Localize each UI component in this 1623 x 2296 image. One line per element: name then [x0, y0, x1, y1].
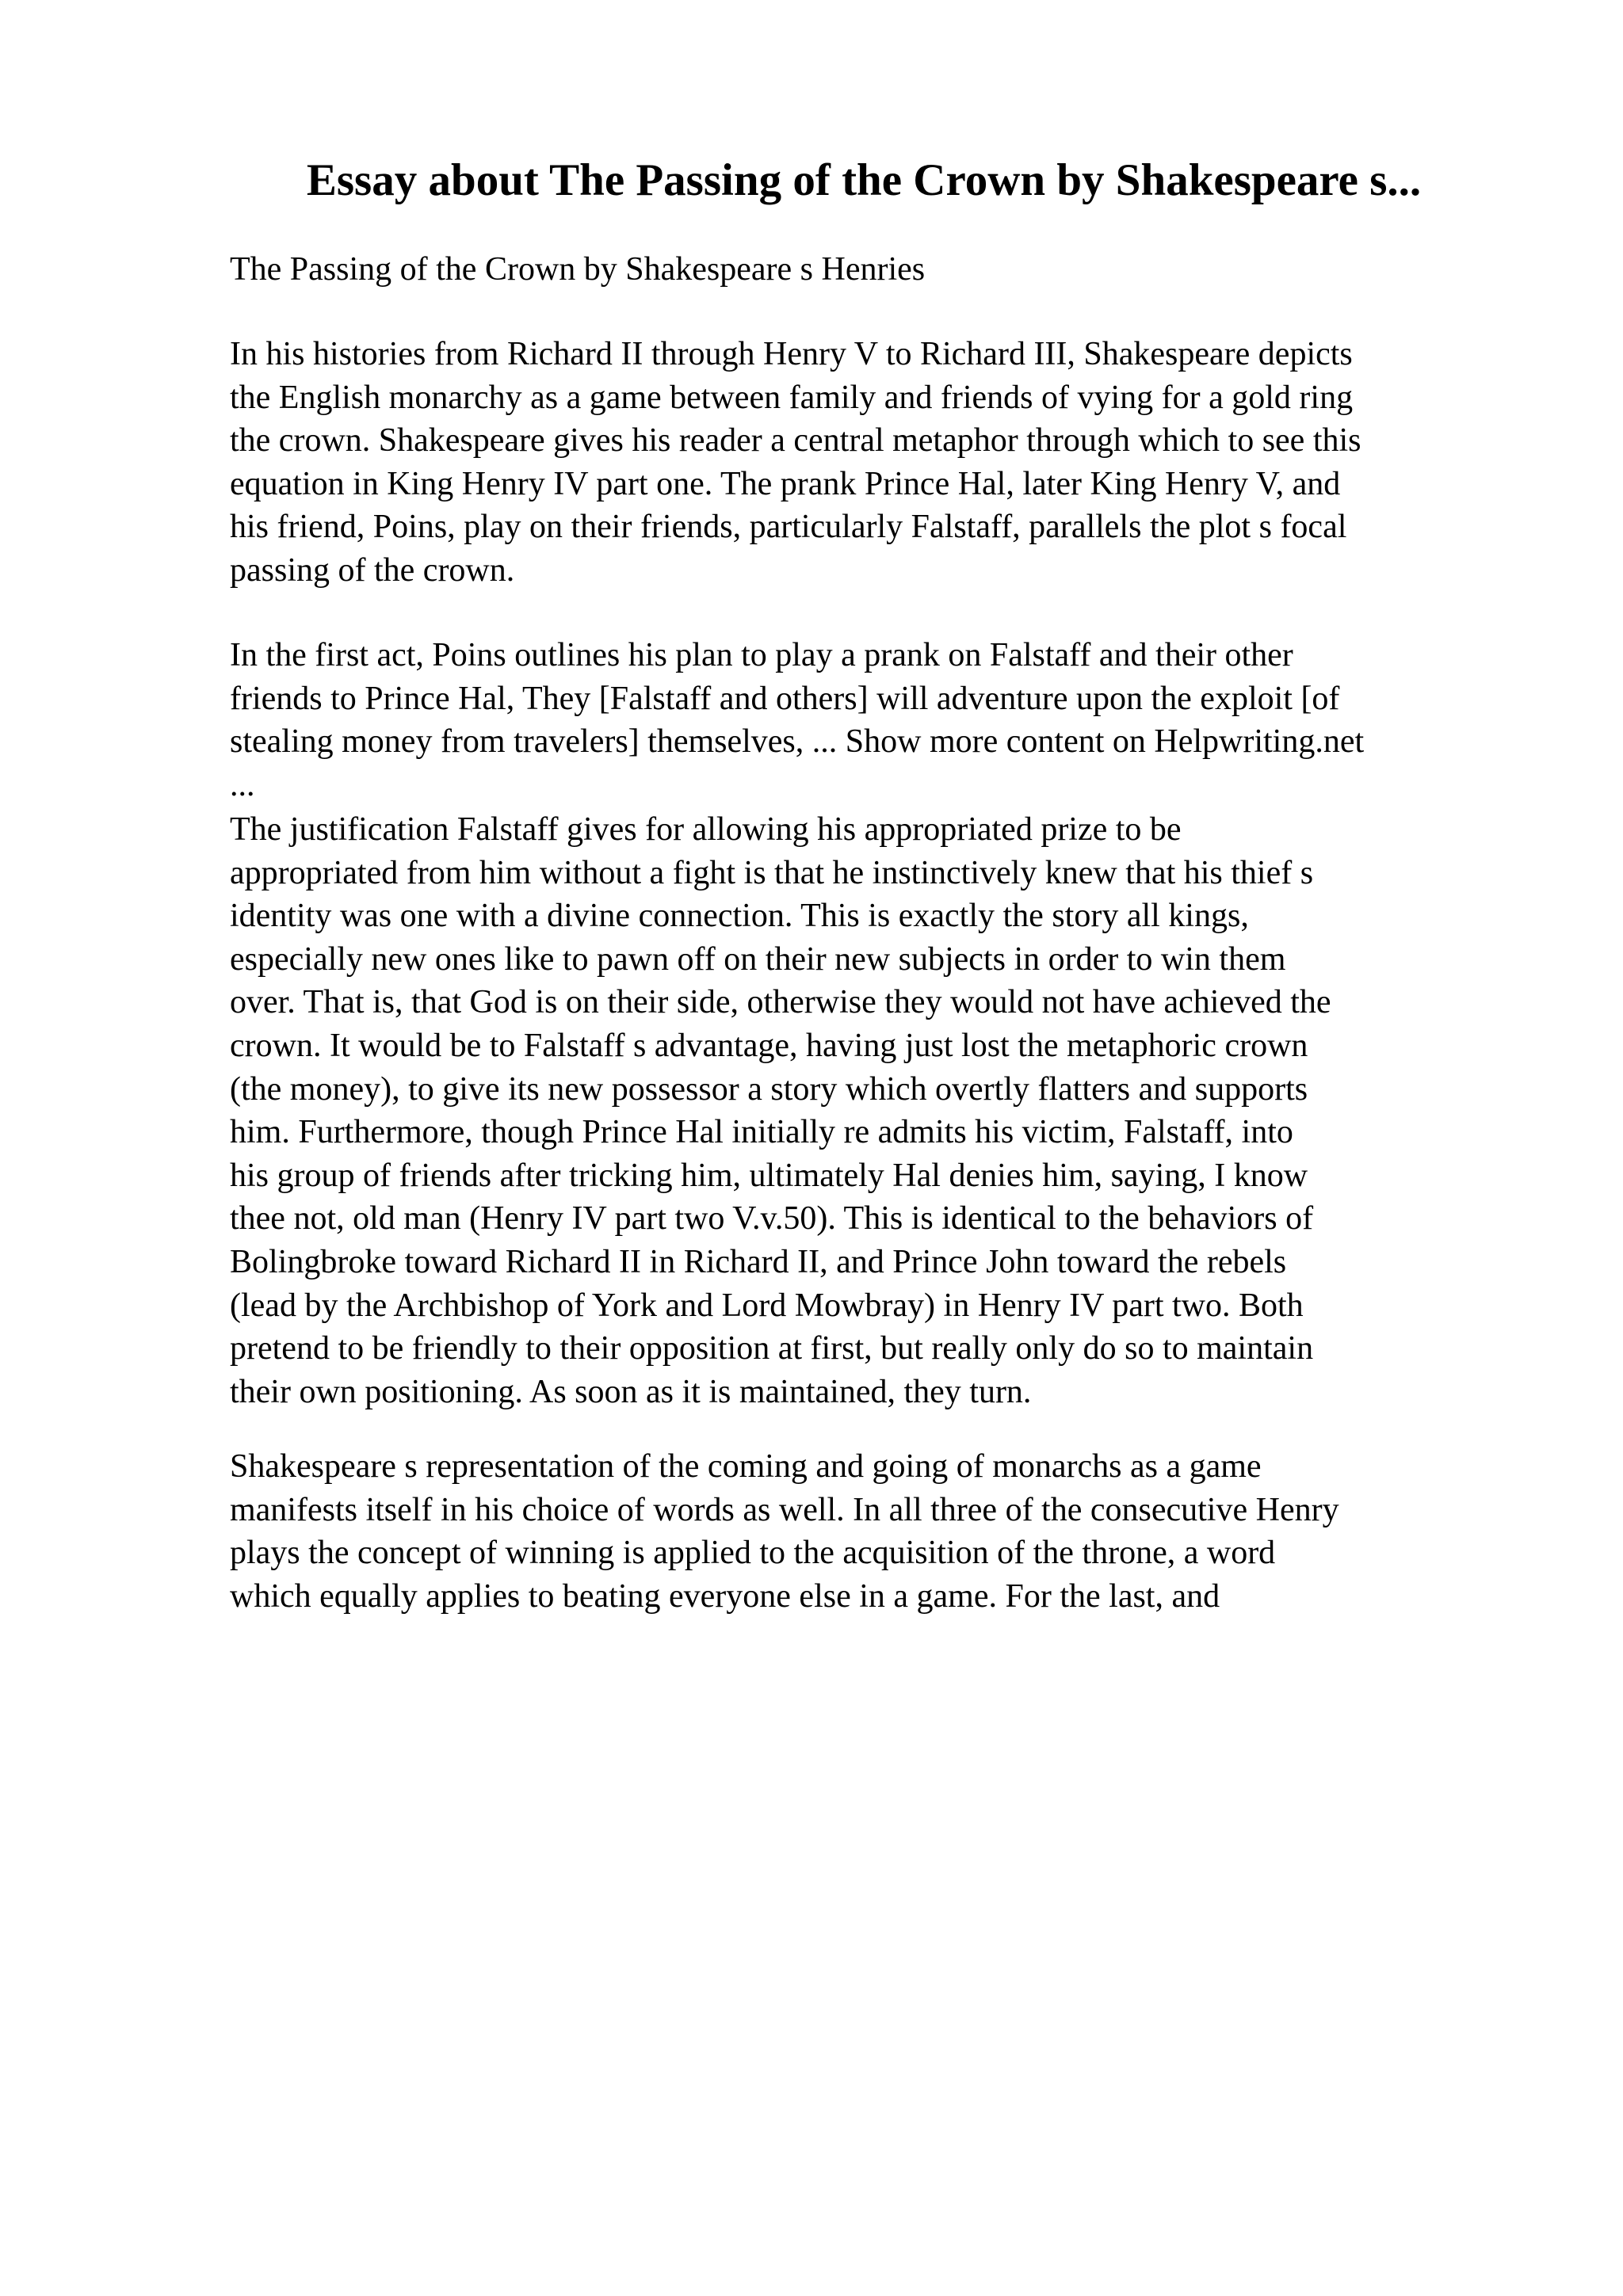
text-line: manifests itself in his choice of words as well. In all three of the consecutive Henry — [230, 1491, 1339, 1528]
text-line: the crown. Shakespeare gives his reader a central metaphor through which to see this — [230, 422, 1361, 460]
text-line: (the money), to give its new possessor a story which overtly flatters and supports — [230, 1070, 1308, 1108]
text-line: his friend, Poins, play on their friends, particularly Falstaff, parallels the plot s focal — [230, 509, 1347, 546]
text-line: his group of friends after tricking him, ultimately Hal denies him, saying, I know — [230, 1157, 1308, 1194]
text-line: friends to Prince Hal, They [Falstaff and others] will adventure upon the exploit [of — [230, 680, 1340, 717]
text-line: which equally applies to beating everyone else in a game. For the last, and — [230, 1577, 1220, 1615]
text-line: plays the concept of winning is applied to the acquisition of the throne, a word — [230, 1535, 1276, 1572]
text-line: Bolingbroke toward Richard II in Richard II, and Prince John toward the rebels — [230, 1243, 1287, 1280]
paragraph-2 — [230, 634, 1498, 807]
text-line: over. That is, that God is on their side, otherwise they would not have achieved the — [230, 984, 1331, 1021]
document-title: Essay about The Passing of the Crown by Shakespeare s... — [306, 155, 1422, 205]
text-line: (lead by the Archbishop of York and Lord Mowbray) in Henry IV part two. Both — [230, 1287, 1304, 1324]
text-line: crown. It would be to Falstaff s advantage, having just lost the metaphoric crown — [230, 1027, 1308, 1064]
document-subtitle: The Passing of the Crown by Shakespeare s Henries — [230, 251, 926, 288]
text-line: In his histories from Richard II through Henry V to Richard III, Shakespeare depicts — [230, 336, 1353, 372]
text-line: especially new ones like to pawn off on their new subjects in order to win them — [230, 940, 1286, 978]
text-line: thee not, old man (Henry IV part two V.v.50). This is identical to the behaviors of — [230, 1200, 1314, 1238]
paragraph-1 — [230, 333, 1498, 593]
text-line: identity was one with a divine connection. This is exactly the story all kings, — [230, 898, 1249, 935]
text-line: The justification Falstaff gives for allowing his appropriated prize to be — [230, 811, 1182, 848]
text-line: appropriated from him without a fight is that he instinctively knew that his thief s — [230, 854, 1314, 891]
text-line: equation in King Henry IV part one. The prank Prince Hal, later King Henry V, and — [230, 465, 1341, 502]
text-line: the English monarchy as a game between family and friends of vying for a gold ring — [230, 379, 1354, 416]
text-line: stealing money from travelers] themselves, ... Show more content on Helpwriting.net — [230, 723, 1365, 761]
text-line: Shakespeare s representation of the coming and going of monarchs as a game — [230, 1448, 1262, 1485]
paragraph-4 — [230, 1445, 1498, 1618]
text-line: In the first act, Poins outlines his plan to play a prank on Falstaff and their other — [230, 637, 1293, 673]
text-line: him. Furthermore, though Prince Hal initially re admits his victim, Falstaff, into — [230, 1114, 1293, 1151]
text-line: pretend to be friendly to their opposition at first, but really only do so to maintain — [230, 1330, 1314, 1367]
text-line: ... — [230, 766, 255, 803]
text-line: their own positioning. As soon as it is maintained, they turn. — [230, 1373, 1032, 1410]
paragraph-3 — [230, 808, 1498, 1413]
text-line: passing of the crown. — [230, 551, 515, 589]
